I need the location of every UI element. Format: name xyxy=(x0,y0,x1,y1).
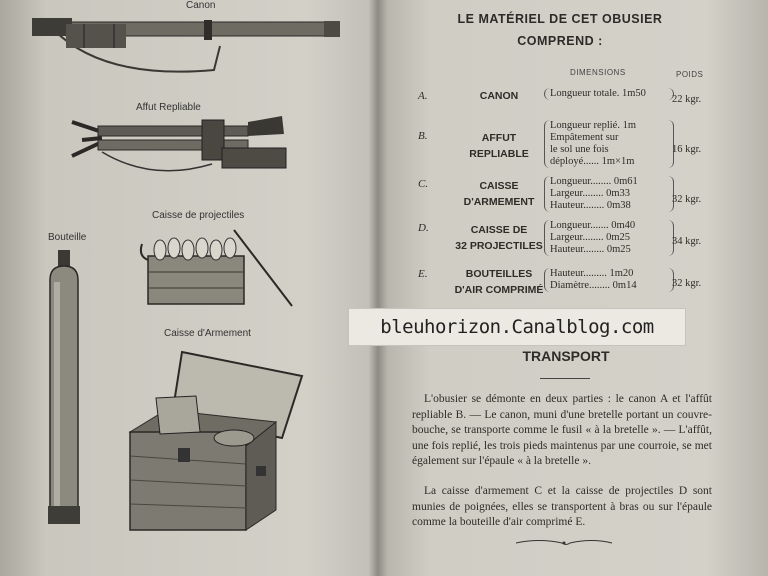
heading-line-1: LE MATÉRIEL DE CET OBUSIER xyxy=(457,12,663,26)
label-bouteille: Bouteille xyxy=(48,232,87,243)
column-header-dimensions: DIMENSIONS xyxy=(570,68,626,77)
item-dimensions: Longueur totale. 1m50 xyxy=(544,88,674,100)
item-row-e xyxy=(410,266,740,302)
item-weight: 22 kgr. xyxy=(672,94,702,105)
item-row-d xyxy=(410,220,740,264)
paragraph-1: L'obusier se démonte en deux parties : le canon A et l'affût repliable B. — Le canon, muni d'une bretelle portant un couvre-bouche, se transporte comme le fusil « à la bretelle ». — L'affût, une fois replié, les trois pieds maintenus par une courroie, se met également sur l'épaule « à la bretelle ». xyxy=(412,393,712,467)
item-weight: 34 kgr. xyxy=(672,236,702,247)
label-affut: Affut Repliable xyxy=(136,102,201,113)
canon-illustration xyxy=(24,8,344,88)
watermark-banner: bleuhorizon.Canalblog.com xyxy=(348,308,686,346)
item-name: CANON xyxy=(479,90,519,102)
heading-line-2: COMPREND : xyxy=(517,34,603,48)
item-weight: 16 kgr. xyxy=(672,144,702,155)
item-dimensions: Longueur........ 0m61 Largeur........ 0m33 Hauteur........ 0m38 xyxy=(544,176,674,212)
projectiles-box-illustration xyxy=(138,226,298,310)
item-letter: D. xyxy=(418,222,429,234)
item-dimensions: Hauteur......... 1m20 Diamètre........ 0m14 xyxy=(544,268,674,292)
item-dimensions: Longueur replié. 1m Empâtement sur le sol une fois déployé...... 1m×1m xyxy=(544,120,674,168)
label-armement: Caisse d'Armement xyxy=(164,328,251,339)
item-name: AFFUT REPLIABLE xyxy=(469,132,529,160)
paragraph-2: La caisse d'armement C et la caisse de projectiles D sont munies de poignées, elles se transportent à bras ou sur l'épaule comme la bouteille d'air comprimé E. xyxy=(412,485,712,528)
transport-title: TRANSPORT xyxy=(522,348,610,364)
ornament-divider xyxy=(514,538,614,548)
item-letter: E. xyxy=(418,268,428,280)
item-dimensions: Longueur....... 0m40 Largeur........ 0m25 Hauteur........ 0m25 xyxy=(544,220,674,256)
item-name: BOUTEILLES D'AIR COMPRIMÉ xyxy=(454,268,544,296)
item-row-c xyxy=(410,176,740,220)
item-letter: B. xyxy=(418,130,428,142)
item-weight: 32 kgr. xyxy=(672,278,702,289)
item-letter: C. xyxy=(418,178,429,190)
armement-box-illustration xyxy=(126,346,306,536)
item-name: CAISSE D'ARMEMENT xyxy=(463,180,535,208)
item-row-a xyxy=(410,84,740,114)
bouteille-illustration xyxy=(44,250,84,530)
item-row-b xyxy=(410,120,740,174)
column-header-poids: POIDS xyxy=(676,70,704,79)
item-letter: A. xyxy=(418,90,428,102)
item-name: CAISSE DE 32 PROJECTILES xyxy=(455,224,543,252)
item-weight: 32 kgr. xyxy=(672,194,702,205)
affut-illustration xyxy=(62,112,292,182)
title-rule xyxy=(540,378,590,379)
label-projectiles: Caisse de projectiles xyxy=(152,210,245,221)
label-canon: Canon xyxy=(186,0,216,11)
